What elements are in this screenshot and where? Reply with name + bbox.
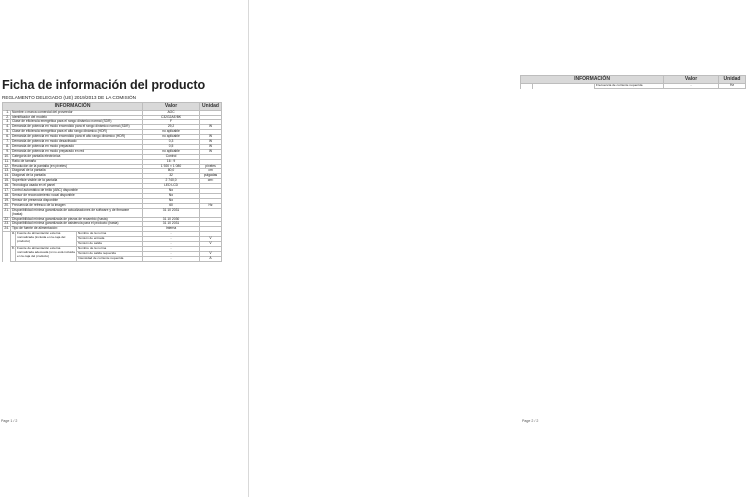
row-unit: W <box>200 149 222 154</box>
row-label: Disponibilidad mínima garantizada de actualizaciones de software y de firmware (hasta): <box>11 208 143 217</box>
row-unit <box>200 208 222 217</box>
row-spacer <box>521 83 533 88</box>
row-spacer <box>3 232 11 247</box>
psu-sub-unit: A <box>200 256 222 261</box>
row-unit: píxeles <box>200 164 222 169</box>
psu-sub-label: Tensión de salida requerida <box>77 251 143 256</box>
product-info-table <box>2 102 222 262</box>
psu-sub-unit: V <box>200 251 222 256</box>
row-label: Clase de eficiencia energética para el rango dinámico normal (SDR) <box>11 120 143 125</box>
row-number: 5. <box>3 130 11 135</box>
row-label: Demanda de potencia en modo preparado en red <box>11 149 143 154</box>
psu-sub-unit: V <box>200 242 222 247</box>
page-1 <box>0 0 249 497</box>
row-number: 1. <box>3 110 11 115</box>
row-number: 22. <box>4 216 9 221</box>
psu-sub-label: Tensión de entrada <box>77 237 143 242</box>
row-number: 7. <box>3 140 11 145</box>
row-value: No <box>143 198 200 203</box>
row-value: 1 920 × 1 080 <box>143 164 200 169</box>
row-label: Frecuencia de refresco de la imagen <box>11 203 143 208</box>
row-value: LED LCD <box>143 184 200 189</box>
table-header <box>521 76 746 84</box>
row-value: C32G2AE/BK <box>143 115 200 120</box>
row-number: 3. <box>3 120 11 125</box>
table-row <box>3 208 222 217</box>
row-label: Sensor de presencia disponible <box>11 198 143 203</box>
row-value: Control <box>143 154 200 159</box>
row-number: 2. <box>3 115 11 120</box>
header-information: INFORMACIÓN <box>3 103 143 111</box>
psu-label: Fuente de alimentación externa normalizada (incluida en la caja del producto) <box>16 232 77 247</box>
row-unit: cm² <box>200 179 222 184</box>
psu-letter: a. <box>11 232 16 247</box>
psu-label: Fuente de alimentación externa normalizada adecuada (si no está incluida en la caja del producto) <box>16 246 77 261</box>
row-value: - <box>664 83 719 88</box>
row-label: Disponibilidad mínima garantizada de piezas de recambio (hasta) <box>11 217 143 222</box>
page-2 <box>249 0 741 497</box>
table-row <box>521 83 746 88</box>
psu-sub-value: - <box>143 237 200 242</box>
page-title: Ficha de información del producto <box>2 78 206 92</box>
row-value: Interna <box>143 227 200 232</box>
row-number: 16. <box>4 183 9 188</box>
row-number: 10. <box>4 153 9 158</box>
row-unit: W <box>200 125 222 130</box>
row-value: 80,0 <box>143 169 200 174</box>
row-number: 21. <box>3 208 11 217</box>
row-value: 29,2 <box>143 125 200 130</box>
row-number: 4. <box>3 125 11 130</box>
row-label: Tipo de fuente de alimentación: <box>11 227 143 232</box>
psu-sub-value: - <box>143 256 200 261</box>
row-number: 15. <box>4 178 9 183</box>
psu-sub-value: - <box>143 251 200 256</box>
row-value: no aplicable <box>143 149 200 154</box>
table-header <box>3 103 222 111</box>
psu-sub-label: Nombre de la norma <box>77 232 143 237</box>
row-label: Superficie visible de la pantalla <box>11 179 143 184</box>
header-value: Valor <box>664 76 719 84</box>
row-label: Demanda de potencia en modo encendido para el rango dinámico normal (SDR) <box>11 125 143 130</box>
row-unit: W <box>200 135 222 140</box>
psu-sub-label: Tensión de salida <box>77 242 143 247</box>
row-unit: cm <box>200 169 222 174</box>
row-number: 9. <box>3 149 11 154</box>
row-spacer <box>533 83 595 88</box>
row-number: 8. <box>3 144 11 149</box>
row-value: 31 10 2031 <box>143 208 200 217</box>
psu-sub-value: - <box>143 246 200 251</box>
row-unit: Hz <box>719 83 746 88</box>
product-info-table-continued <box>520 75 746 89</box>
row-label: Demanda de potencia en modo encendido para el alto rango dinámico (HDR) <box>11 135 143 140</box>
row-number: 18. <box>4 193 9 197</box>
header-value: Valor <box>143 103 200 111</box>
psu-sub-value: - <box>143 232 200 237</box>
row-label: Demanda de potencia en modo desactivado <box>11 140 143 145</box>
row-value: 0,5 <box>143 144 200 149</box>
row-label: Control automático de brillo (ABC) disponible <box>11 189 143 194</box>
row-value: No <box>143 194 200 199</box>
row-label: Frecuencia de corriente requerida <box>595 83 664 88</box>
row-number: 12. <box>4 163 9 168</box>
row-value: 31 10 2030 <box>143 217 200 222</box>
row-value: 60 <box>143 203 200 208</box>
header-unit: Unidad <box>719 76 746 84</box>
psu-sub-value: - <box>143 242 200 247</box>
row-label: Sensor de reconocimiento vocal disponible <box>11 194 143 199</box>
row-number: 13. <box>4 168 9 173</box>
row-value: 16 : 9 <box>143 159 200 164</box>
row-value: AOC <box>143 110 200 115</box>
row-number: 14. <box>4 173 9 178</box>
row-unit: Hz <box>200 203 222 208</box>
row-value: no aplicable <box>143 130 200 135</box>
row-label: Demanda de potencia en modo preparado <box>11 144 143 149</box>
row-number: 11. <box>3 159 11 164</box>
row-unit: W <box>200 144 222 149</box>
row-label: Clase de eficiencia energética para el alto rango dinámico (HDR) <box>11 130 143 135</box>
row-value: 32 <box>143 174 200 179</box>
row-value: 0,3 <box>143 140 200 145</box>
row-number: 24. <box>4 226 9 231</box>
row-unit: pulgadas <box>200 174 222 179</box>
row-number: 19. <box>4 197 9 202</box>
row-number: 17. <box>4 188 9 193</box>
row-spacer <box>3 246 11 261</box>
row-label: Ratio de tamaño <box>11 159 143 164</box>
row-number: 6. <box>3 135 11 140</box>
page-footer: Page 2 / 2 <box>522 419 539 423</box>
row-label: Tecnología usada en el panel <box>11 184 143 189</box>
row-label: Diagonal de la pantalla <box>11 169 143 174</box>
regulation-subtitle: REGLAMENTO DELEGADO (UE) 2019/2013 DE LA COMISIÓN <box>2 95 137 100</box>
psu-letter: b. <box>11 246 16 261</box>
psu-sub-label: Intensidad de corriente requerida <box>77 256 143 261</box>
row-label: Resolución de la pantalla (en píxeles) <box>11 164 143 169</box>
row-unit: W <box>200 140 222 145</box>
row-label: Diagonal de la pantalla <box>11 174 143 179</box>
row-value: No <box>143 189 200 194</box>
row-value: F <box>143 120 200 125</box>
row-value: 2 740,0 <box>143 179 200 184</box>
row-number: 20. <box>4 202 9 207</box>
row-label: Disponibilidad mínima garantizada de asistencia para el producto (hasta) <box>11 222 143 227</box>
psu-sub-unit: V <box>200 237 222 242</box>
header-unit: Unidad <box>200 103 222 111</box>
psu-sub-label: Nombre de la norma <box>77 246 143 251</box>
row-value: no aplicable <box>143 135 200 140</box>
header-information: INFORMACIÓN <box>521 76 664 84</box>
page-footer: Page 1 / 2 <box>1 419 18 423</box>
row-label: Nombre o marca comercial del proveedor <box>11 110 143 115</box>
row-label: Identificador del modelo <box>11 115 143 120</box>
row-number: 23. <box>4 221 9 226</box>
row-value: 31 10 2031 <box>143 222 200 227</box>
row-label: Categoría de pantalla electrónica <box>11 154 143 159</box>
